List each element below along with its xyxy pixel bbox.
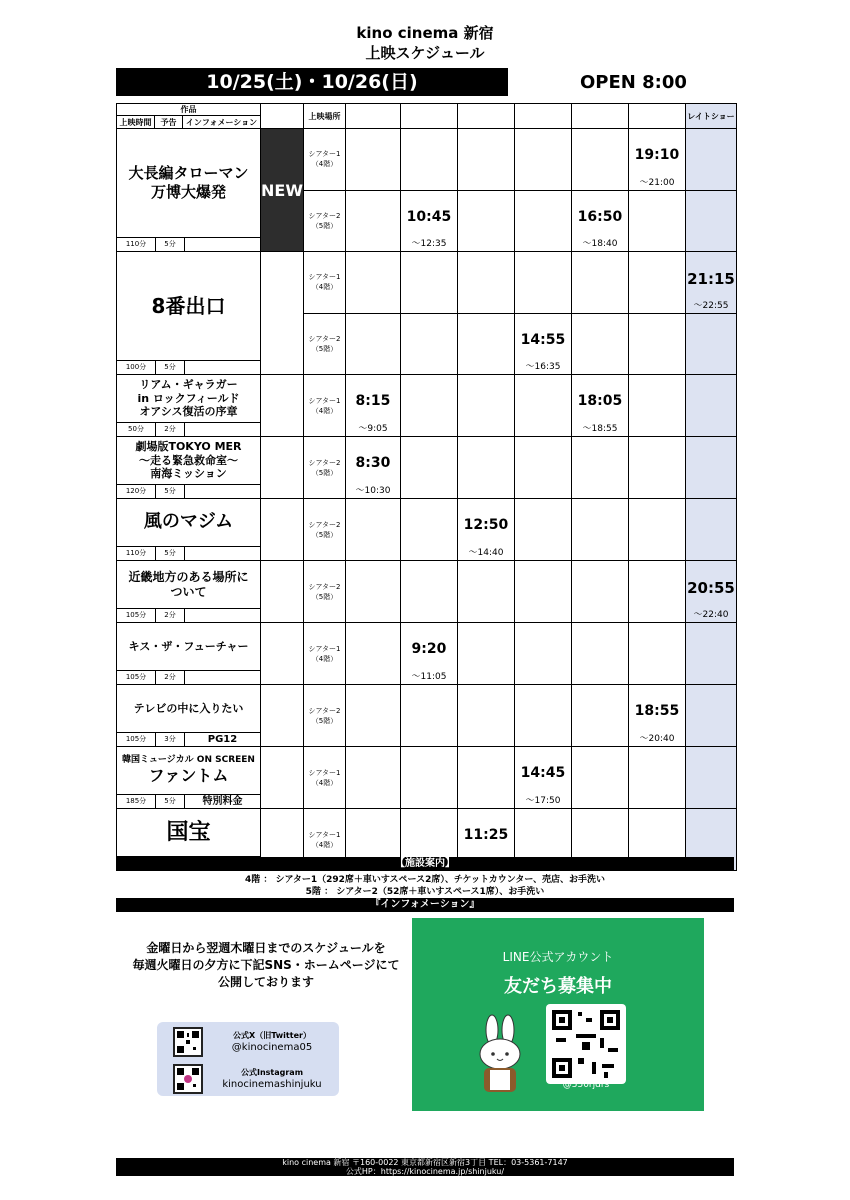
theater-name: シアター2 — [308, 458, 341, 467]
works-header: 作品 — [117, 104, 261, 116]
movie-title-cell — [117, 561, 261, 623]
theater-name: シアター1 — [308, 830, 341, 839]
schedule-row — [117, 747, 737, 809]
page-subtitle: 上映スケジュール — [365, 44, 485, 62]
time-slot — [400, 375, 457, 437]
movie-title-line: 韓国ミュージカル ON SCREEN — [122, 754, 255, 765]
theater-name: シアター2 — [308, 334, 341, 343]
badge-cell — [261, 499, 304, 561]
x-label: 公式X（旧Twitter） — [233, 1031, 311, 1040]
time-slot — [345, 190, 400, 252]
time-slot — [628, 375, 685, 437]
theater-name: シアター2 — [308, 582, 341, 591]
start-time[interactable]: 20:55 — [687, 579, 735, 597]
time-slot — [457, 437, 514, 499]
schedule-row — [117, 685, 737, 747]
theater-name: シアター1 — [308, 150, 341, 159]
theater-name: シアター1 — [308, 273, 341, 282]
line-qr-code[interactable] — [546, 1004, 626, 1084]
instagram-qr-code[interactable] — [173, 1064, 203, 1094]
time-slot — [457, 561, 514, 623]
movie-title-line: in ロックフィールド — [137, 391, 240, 405]
movie-info — [185, 238, 260, 251]
time-slot — [571, 437, 628, 499]
runtime: 105分 — [117, 671, 156, 684]
info-heading: 『インフォメーション』 — [116, 898, 734, 912]
schedule-row — [117, 252, 737, 314]
start-time[interactable]: 14:45 — [520, 765, 566, 781]
notice-line-2: 毎週火曜日の夕方に下記SNS・ホームページにて — [132, 958, 400, 972]
theater-floor: （5階） — [311, 530, 338, 539]
time-slot — [571, 561, 628, 623]
movie-title[interactable] — [117, 747, 260, 794]
movie-info: PG12 — [207, 734, 238, 745]
movie-title[interactable] — [117, 809, 260, 856]
movie-title-cell — [117, 129, 261, 252]
movie-info — [185, 423, 260, 436]
time-slot — [571, 499, 628, 561]
time-slot — [400, 499, 457, 561]
footer-hp[interactable]: 公式HP：https://kinocinema.jp/shinjuku/ — [345, 1167, 505, 1176]
time-slot — [685, 129, 736, 191]
showtime[interactable] — [571, 375, 628, 437]
time-slot — [457, 375, 514, 437]
movie-meta-strip — [117, 237, 260, 251]
trailer-length: 2分 — [156, 671, 185, 684]
trailer-length: 2分 — [156, 423, 185, 436]
theater-floor: （5階） — [311, 468, 338, 477]
time-slot — [514, 190, 571, 252]
time-slot — [685, 685, 736, 747]
open-time: OPEN 8:00 — [580, 72, 687, 93]
end-time: ～22:40 — [693, 610, 729, 620]
trailer-length: 2分 — [156, 609, 185, 622]
schedule-row — [117, 623, 737, 685]
time-slot — [345, 313, 400, 375]
schedule-notice — [116, 940, 416, 991]
time-slot — [514, 685, 571, 747]
line-account-box — [412, 918, 704, 1111]
notice-line-1: 金曜日から翌週木曜日までのスケジュールを — [146, 941, 386, 955]
theater-floor: （4階） — [311, 160, 338, 169]
end-time: ～20:40 — [639, 734, 675, 744]
theater-name: シアター1 — [308, 396, 341, 405]
theater-cell — [303, 375, 345, 437]
movie-title[interactable] — [117, 252, 260, 360]
theater-name: シアター2 — [308, 211, 341, 220]
schedule-table — [116, 103, 737, 871]
facility-line-2: 5階 ： シアター2（52席＋車いすスペース1席）、お手洗い — [305, 887, 545, 897]
time-slot — [400, 561, 457, 623]
date-bar: 10/25(土)・10/26(日) — [116, 68, 508, 96]
runtime-header: 上映時間 — [117, 116, 155, 129]
badge-cell — [261, 437, 304, 499]
movie-meta-strip — [117, 732, 260, 746]
movie-meta-strip — [117, 670, 260, 684]
time-slot — [514, 499, 571, 561]
schedule-row — [117, 129, 737, 191]
movie-title-cell — [117, 623, 261, 685]
movie-info — [185, 361, 260, 374]
start-time[interactable]: 16:50 — [577, 208, 623, 225]
end-time: ～17:50 — [525, 796, 561, 806]
time-slot — [457, 313, 514, 375]
start-time[interactable]: 21:15 — [687, 270, 735, 288]
showtime[interactable] — [514, 313, 571, 375]
movie-title-cell — [117, 375, 261, 437]
showtime[interactable] — [628, 685, 685, 747]
line-heading: LINE公式アカウント — [502, 950, 614, 964]
theater-cell — [303, 685, 345, 747]
info-header: インフォメーション — [183, 116, 261, 129]
line-id[interactable]: @550rjdrs — [562, 1080, 610, 1090]
trailer-header: 予告 — [155, 116, 183, 129]
time-slot — [457, 252, 514, 314]
schedule-row — [117, 561, 737, 623]
theater-floor: （5階） — [311, 344, 338, 353]
movie-info — [185, 609, 260, 622]
showtime[interactable] — [685, 252, 736, 314]
time-slot — [571, 252, 628, 314]
time-slot — [514, 437, 571, 499]
time-slot — [628, 190, 685, 252]
badge-cell — [261, 375, 304, 437]
end-time: ～16:35 — [525, 362, 561, 372]
schedule-row — [117, 437, 737, 499]
movie-info — [185, 547, 260, 560]
time-slot — [628, 252, 685, 314]
movie-title-line: 国宝 — [166, 819, 211, 845]
theater-floor: （4階） — [311, 406, 338, 415]
trailer-length: 3分 — [156, 733, 185, 746]
runtime: 110分 — [117, 238, 156, 251]
facility-line-1: 4階 ： シアター1（292席＋車いすスペース2席）、チケットカウンター、売店、お手洗い — [244, 875, 606, 885]
theater-floor: （4階） — [311, 283, 338, 292]
movie-meta-strip — [117, 608, 260, 622]
showtime[interactable] — [400, 190, 457, 252]
theater-floor: （4階） — [311, 654, 338, 663]
time-slot — [345, 561, 400, 623]
theater-cell — [303, 623, 345, 685]
time-slot — [400, 747, 457, 809]
time-slot — [400, 685, 457, 747]
time-slot — [571, 313, 628, 375]
time-slot — [685, 437, 736, 499]
footer-address: kino cinema 新宿 〒160-0022 東京都新宿区新宿3丁目 TEL：03-5361-7147 — [282, 1158, 568, 1167]
time-slot — [345, 129, 400, 191]
movie-title-cell — [117, 437, 261, 499]
start-time[interactable]: 9:20 — [411, 641, 447, 657]
runtime: 50分 — [117, 423, 156, 436]
theater-name: シアター2 — [308, 706, 341, 715]
new-badge: NEW — [261, 180, 303, 200]
footer-bar — [116, 1158, 734, 1176]
movie-title-line: ついて — [170, 584, 207, 599]
theater-name: シアター1 — [308, 644, 341, 653]
showtime[interactable] — [457, 499, 514, 561]
badge-cell — [261, 129, 304, 252]
movie-title-line: テレビの中に入りたい — [133, 701, 244, 715]
runtime: 105分 — [117, 733, 156, 746]
time-slot — [685, 190, 736, 252]
time-slot — [628, 561, 685, 623]
movie-title[interactable] — [117, 623, 260, 670]
movie-title-line: 大長編タローマン — [128, 164, 249, 183]
theater-cell — [303, 499, 345, 561]
showtime[interactable] — [571, 190, 628, 252]
header-row-1 — [117, 104, 737, 116]
start-time[interactable]: 18:55 — [634, 703, 680, 719]
time-slot — [628, 313, 685, 375]
movie-title[interactable] — [117, 129, 260, 237]
time-slot — [457, 685, 514, 747]
time-slot — [571, 623, 628, 685]
end-time: ～22:55 — [693, 300, 729, 311]
instagram-label: 公式Instagram — [240, 1068, 304, 1077]
line-cta: 友だち募集中 — [504, 976, 612, 997]
movie-title-line: ～走る緊急救命室～ — [139, 453, 238, 467]
movie-meta-strip — [117, 546, 260, 560]
end-time: ～21:00 — [639, 177, 675, 188]
runtime: 120分 — [117, 485, 156, 498]
theater-cell — [303, 252, 345, 314]
start-time[interactable]: 11:25 — [463, 827, 509, 843]
badge-cell — [261, 252, 304, 375]
facility-heading: 【施設案内】 — [116, 857, 734, 871]
badge-cell — [261, 623, 304, 685]
movie-info: 特別料金 — [202, 796, 243, 807]
theater-cell — [303, 190, 345, 252]
start-time[interactable]: 14:55 — [520, 331, 566, 348]
end-time: ～11:05 — [411, 672, 447, 682]
end-time: ～18:40 — [582, 239, 618, 249]
movie-title-cell — [117, 685, 261, 747]
bunny-mascot-icon — [470, 1014, 530, 1094]
time-slot — [514, 623, 571, 685]
screen-header: 上映場所 — [303, 104, 345, 129]
theater-cell — [303, 313, 345, 375]
trailer-length: 5分 — [156, 485, 185, 498]
start-time[interactable]: 12:50 — [463, 517, 509, 533]
movie-title-line: 近畿地方のある場所に — [128, 569, 249, 584]
movie-title-cell — [117, 252, 261, 375]
time-slot — [571, 685, 628, 747]
movie-info — [185, 671, 260, 684]
movie-meta-strip — [117, 360, 260, 374]
time-slot — [685, 375, 736, 437]
theater-cell — [303, 437, 345, 499]
movie-title-line: 万博大爆発 — [150, 183, 226, 201]
sns-box — [157, 1022, 339, 1096]
movie-title[interactable] — [117, 375, 260, 422]
theater-floor: （5階） — [311, 592, 338, 601]
trailer-length: 5分 — [156, 795, 185, 808]
theater-cell — [303, 129, 345, 191]
start-time[interactable]: 8:30 — [355, 455, 391, 471]
time-slot — [457, 623, 514, 685]
time-slot — [400, 437, 457, 499]
showtime[interactable] — [400, 623, 457, 685]
movie-title-line: キス・ザ・フューチャー — [128, 639, 249, 653]
time-slot — [457, 129, 514, 191]
movie-title-line: オアシス復活の序章 — [139, 405, 238, 419]
movie-meta-strip — [117, 484, 260, 498]
time-slot — [345, 623, 400, 685]
showtime[interactable] — [345, 375, 400, 437]
runtime: 185分 — [117, 795, 156, 808]
movie-title-line: 南海ミッション — [150, 467, 227, 481]
trailer-length: 5分 — [156, 238, 185, 251]
time-slot — [685, 313, 736, 375]
theater-floor: （5階） — [311, 221, 338, 230]
instagram-handle[interactable]: kinocinemashinjuku — [222, 1079, 322, 1090]
end-time: ～14:40 — [468, 548, 504, 558]
movie-title-cell — [117, 747, 261, 809]
movie-title-line: 風のマジム — [143, 511, 234, 533]
runtime: 105分 — [117, 609, 156, 622]
end-time: ～12:35 — [411, 239, 447, 249]
movie-title-line: 8番出口 — [151, 293, 226, 318]
movie-meta-strip — [117, 794, 260, 808]
time-slot — [628, 499, 685, 561]
time-slot — [571, 129, 628, 191]
time-slot — [400, 252, 457, 314]
notice-line-3: 公開しております — [217, 975, 314, 989]
time-slot — [514, 561, 571, 623]
runtime: 110分 — [117, 547, 156, 560]
time-slot — [400, 129, 457, 191]
showtime[interactable] — [628, 129, 685, 191]
time-slot — [457, 747, 514, 809]
cinema-name: kino cinema 新宿 — [356, 24, 494, 42]
movie-title-line: 劇場版TOKYO MER — [135, 439, 242, 453]
movie-title[interactable] — [117, 437, 260, 484]
time-slot — [345, 747, 400, 809]
movie-title[interactable] — [117, 685, 260, 732]
time-slot — [345, 685, 400, 747]
end-time: ～10:30 — [355, 486, 391, 496]
theater-cell — [303, 747, 345, 809]
time-slot — [571, 747, 628, 809]
time-slot — [514, 375, 571, 437]
time-slot — [685, 623, 736, 685]
movie-title-line: リアム・ギャラガー — [139, 377, 238, 391]
theater-floor: （5階） — [311, 716, 338, 725]
time-slot — [628, 623, 685, 685]
movie-title-line: ファントム — [148, 766, 229, 786]
trailer-length: 5分 — [156, 361, 185, 374]
runtime: 100分 — [117, 361, 156, 374]
badge-cell — [261, 685, 304, 747]
x-handle[interactable]: @kinocinema05 — [231, 1042, 313, 1053]
header-blank — [261, 104, 304, 129]
badge-cell — [261, 561, 304, 623]
theater-name: シアター2 — [308, 520, 341, 529]
movie-title[interactable] — [117, 561, 260, 608]
time-slot — [400, 313, 457, 375]
x-qr-code[interactable] — [173, 1027, 203, 1057]
end-time: ～18:55 — [582, 424, 618, 434]
movie-meta-strip — [117, 422, 260, 436]
theater-floor: （4階） — [311, 778, 338, 787]
badge-cell — [261, 747, 304, 809]
showtime[interactable] — [345, 437, 400, 499]
schedule-row — [117, 375, 737, 437]
time-slot — [628, 747, 685, 809]
time-slot — [685, 747, 736, 809]
time-slot — [514, 129, 571, 191]
theater-cell — [303, 561, 345, 623]
movie-title[interactable] — [117, 499, 260, 546]
movie-info — [185, 485, 260, 498]
start-time[interactable]: 8:15 — [355, 393, 391, 409]
time-slot — [345, 499, 400, 561]
showtime[interactable] — [514, 747, 571, 809]
time-slot — [345, 252, 400, 314]
end-time: ～9:05 — [358, 424, 388, 434]
time-slot — [685, 499, 736, 561]
showtime[interactable] — [685, 561, 736, 623]
time-slot — [457, 190, 514, 252]
start-time[interactable]: 10:45 — [406, 208, 452, 225]
movie-title-cell — [117, 499, 261, 561]
schedule-row — [117, 499, 737, 561]
time-slot — [514, 252, 571, 314]
start-time[interactable]: 19:10 — [634, 147, 680, 163]
late-show-header: レイトショー — [685, 104, 736, 129]
start-time[interactable]: 18:05 — [577, 393, 623, 409]
trailer-length: 5分 — [156, 547, 185, 560]
theater-floor: （4階） — [311, 840, 338, 849]
theater-name: シアター1 — [308, 768, 341, 777]
time-slot — [628, 437, 685, 499]
